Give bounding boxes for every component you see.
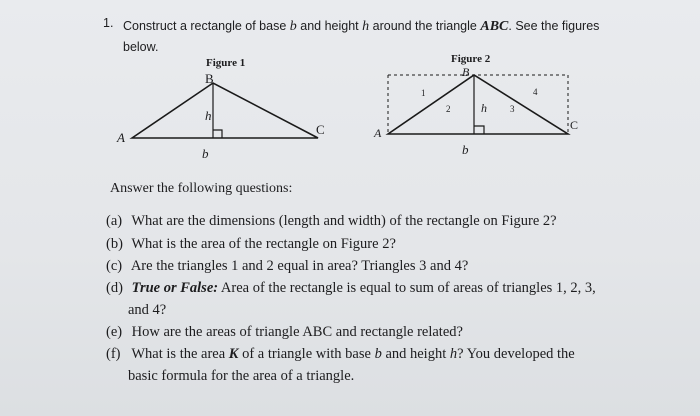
figure-1-vertex-a: A: [117, 130, 125, 145]
area-variable-k: K: [228, 346, 239, 362]
figure-2-region-4: 4: [533, 87, 538, 97]
figure-2-vertex-c: C: [570, 118, 579, 132]
question-f-continued: basic formula for the area of a triangle.: [128, 368, 355, 384]
figure-2-height-label: h: [481, 101, 487, 115]
figure-1-vertex-c: C: [316, 122, 325, 137]
question-f: (f) What is the area K of a triangle with base b and height h? You developed the: [106, 346, 575, 362]
question-e: (e) How are the areas of triangle ABC and rectangle related?: [106, 324, 463, 340]
figure-1-height-label: h: [205, 108, 212, 123]
height-variable: h: [362, 19, 370, 34]
figure-2-region-1: 1: [421, 88, 426, 98]
figure-1-drawing: [132, 83, 318, 138]
question-d-continued: and 4?: [128, 302, 167, 318]
figure-1-title: Figure 1: [206, 57, 246, 69]
question-d: (d) True or False: Area of the rectangle is equal to sum of areas of triangles 1, 2, 3,: [106, 280, 596, 296]
figure-1-base-label: b: [202, 146, 209, 161]
question-text: Construct a rectangle of base b and height h around the triangle ABC. See the figures below.: [123, 19, 600, 54]
question-c: (c) Are the triangles 1 and 2 equal in area? Triangles 3 and 4?: [106, 258, 469, 274]
triangle-name: ABC: [480, 19, 509, 34]
figure-2-region-3: 3: [510, 104, 515, 114]
true-false-label: True or False:: [131, 280, 219, 296]
question-b: (b) What is the area of the rectangle on Figure 2?: [106, 236, 396, 252]
figure-2-vertex-a: A: [374, 126, 382, 140]
base-variable: b: [289, 19, 297, 34]
question-a: (a) What are the dimensions (length and width) of the rectangle on Figure 2?: [106, 213, 557, 229]
figure-2-vertex-b: B: [462, 65, 470, 79]
figure-2-title: Figure 2: [451, 53, 491, 65]
figure-1-vertex-b: B: [205, 71, 214, 86]
answer-heading: Answer the following questions:: [110, 181, 293, 196]
figure-2-drawing: [388, 75, 568, 134]
figure-2-region-2: 2: [446, 104, 451, 114]
figure-2-base-label: b: [462, 142, 469, 157]
question-number: 1.: [103, 16, 114, 30]
